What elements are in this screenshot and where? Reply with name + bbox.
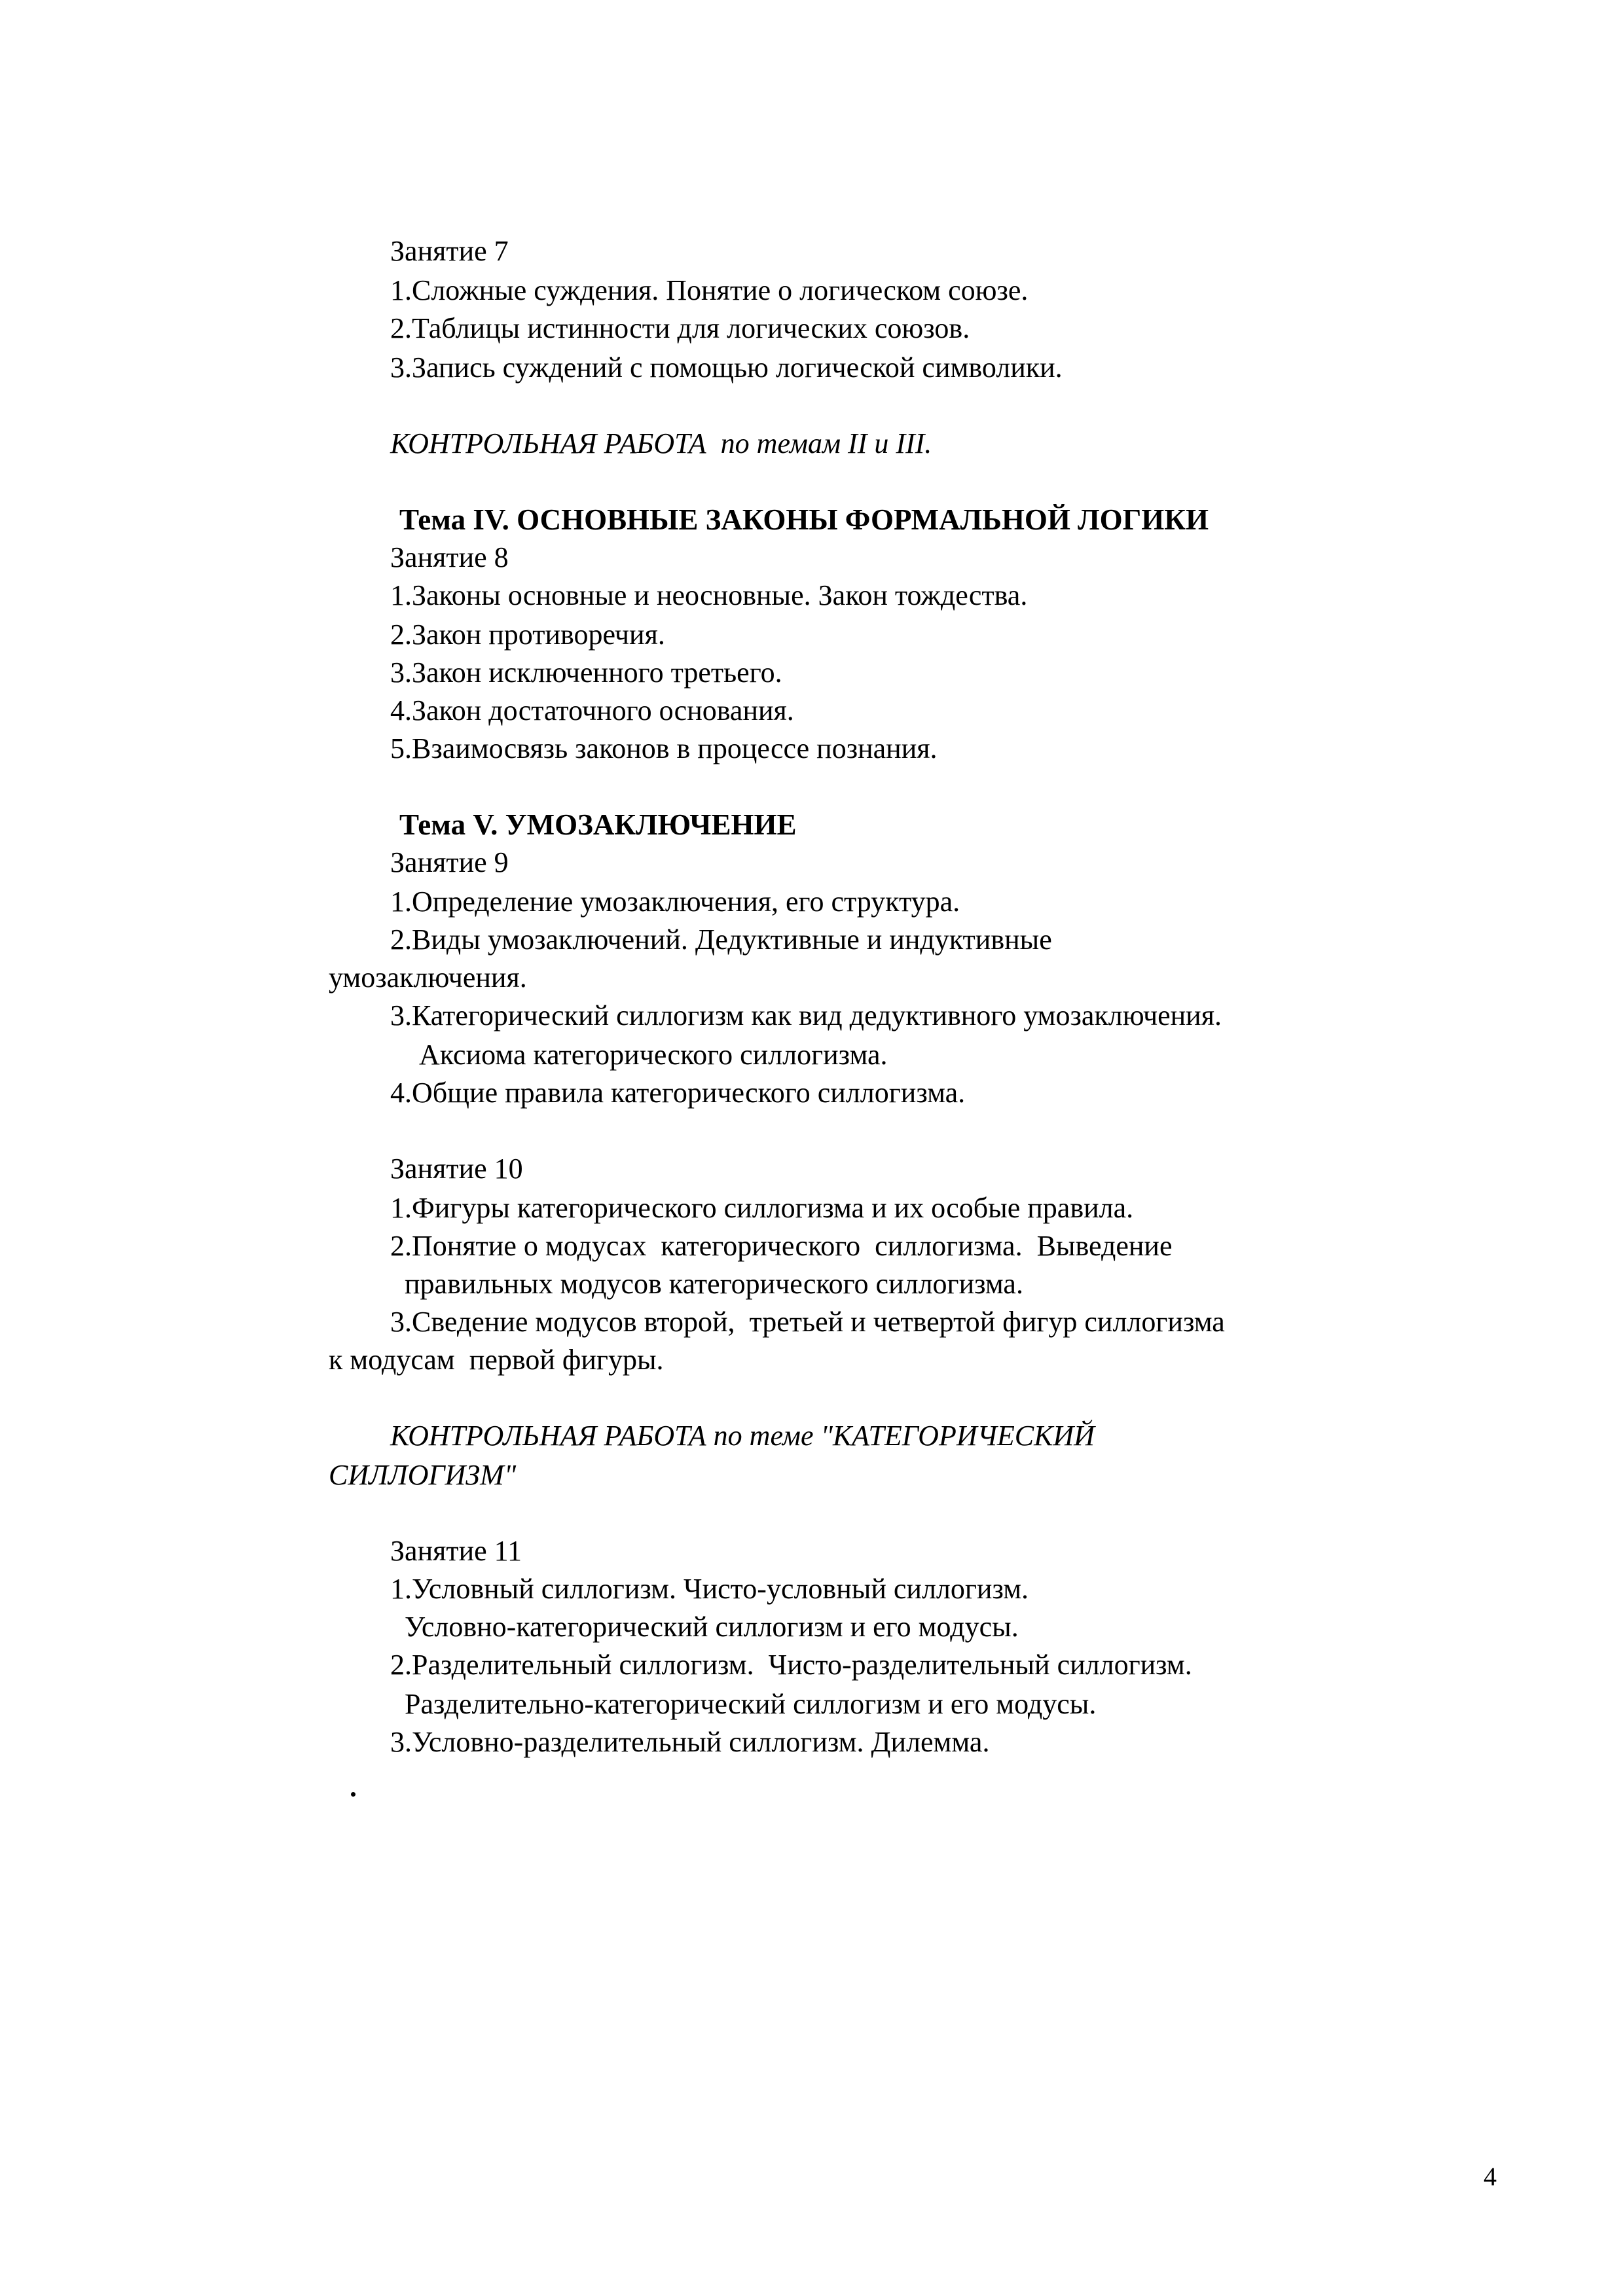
- list-item: 3.Категорический силлогизм как вид дедуктивного умозаключения.: [390, 999, 1222, 1031]
- topic-5-heading: Тема V. УМОЗАКЛЮЧЕНИЕ: [399, 808, 797, 841]
- list-item: 3.Запись суждений с помощью логической символики.: [390, 351, 1063, 384]
- list-item: 1.Условный силлогизм. Чисто-условный силлогизм.: [390, 1573, 1029, 1605]
- list-item: 1.Сложные суждения. Понятие о логическом союзе.: [390, 274, 1029, 306]
- list-item: 1.Законы основные и неосновные. Закон тождества.: [390, 579, 1028, 611]
- list-item: 3.Закон исключенного третьего.: [390, 656, 782, 689]
- list-item: 3.Сведение модусов второй, третьей и четвертой фигур силлогизма: [390, 1306, 1225, 1338]
- page-number: 4: [1484, 2162, 1497, 2191]
- list-item: 3.Условно-разделительный силлогизм. Дилемма.: [390, 1726, 990, 1758]
- control-work-1-prefix: КОНТРОЛЬНАЯ РАБОТА: [390, 427, 706, 459]
- list-item-continuation: Условно-категорический силлогизм и его модусы.: [405, 1611, 1019, 1643]
- list-item: 2.Разделительный силлогизм. Чисто-разделительный силлогизм.: [390, 1649, 1192, 1681]
- list-item-continuation: Разделительно-категорический силлогизм и его модусы.: [405, 1688, 1097, 1720]
- lesson9-title: Занятие 9: [390, 846, 509, 878]
- list-item-continuation: Аксиома категорического силлогизма.: [419, 1039, 888, 1071]
- list-item: 2.Закон противоречия.: [390, 619, 665, 651]
- list-item: 1.Определение умозаключения, его структура.: [390, 886, 960, 918]
- lesson7-title: Занятие 7: [390, 235, 509, 267]
- control-work-2-line-1: КОНТРОЛЬНАЯ РАБОТА по теме "КАТЕГОРИЧЕСКИЙ: [390, 1420, 1095, 1452]
- list-item: 5.Взаимосвязь законов в процессе познания.: [390, 732, 938, 764]
- list-item: 4.Закон достаточного основания.: [390, 694, 794, 726]
- list-item: 2.Понятие о модусах категорического силлогизма. Выведение: [390, 1230, 1173, 1262]
- list-item: 1.Фигуры категорического силлогизма и их особые правила.: [390, 1192, 1134, 1224]
- list-item-continuation: правильных модусов категорического силлогизма.: [405, 1268, 1023, 1300]
- lesson10-title: Занятие 10: [390, 1153, 523, 1185]
- list-item-continuation: умозаключения.: [329, 961, 527, 994]
- list-item: 2.Таблицы истинности для логических союзов.: [390, 312, 970, 344]
- stray-dot-mark: [351, 1792, 356, 1797]
- control-work-1: [390, 429, 932, 458]
- lesson8-title: Занятие 8: [390, 541, 509, 573]
- lesson11-title: Занятие 11: [390, 1535, 522, 1567]
- list-item: 2.Виды умозаключений. Дедуктивные и индуктивные: [390, 924, 1052, 956]
- control-work-1-suffix: по темам II и III.: [720, 427, 932, 459]
- list-item-continuation: к модусам первой фигуры.: [329, 1344, 664, 1376]
- control-work-2-line-2: СИЛЛОГИЗМ": [329, 1459, 517, 1491]
- topic-4-heading: Тема IV. ОСНОВНЫЕ ЗАКОНЫ ФОРМАЛЬНОЙ ЛОГИКИ: [399, 503, 1209, 536]
- list-item: 4.Общие правила категорического силлогизма.: [390, 1077, 966, 1109]
